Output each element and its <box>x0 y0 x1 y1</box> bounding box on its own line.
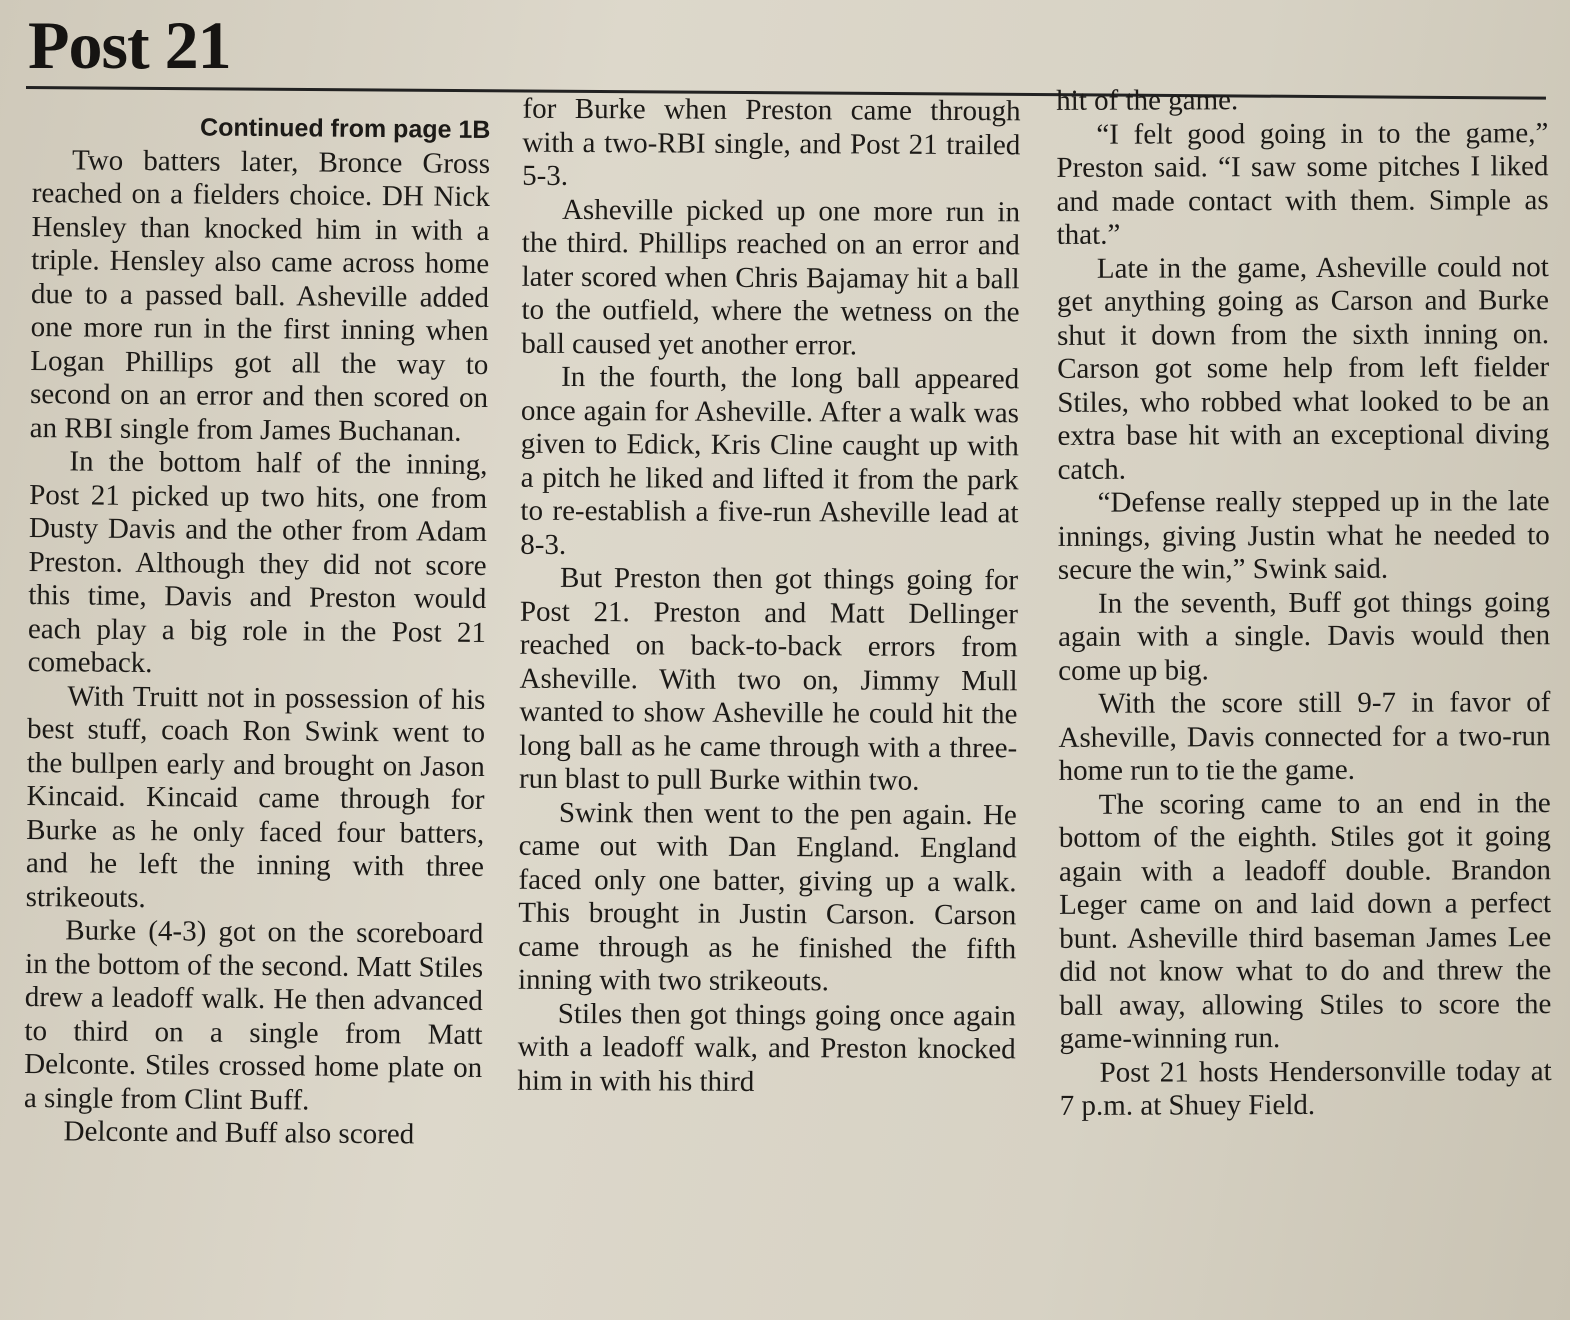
column-3 <box>1056 83 1552 1123</box>
paragraph: “Defense really stepped up in the late innings, giving Justin what he needed to secure the win,” Swink said. <box>1057 485 1550 586</box>
paragraph: “I felt good going in to the game,” Preston said. “I saw some pitches I liked and made contact with them. Simple as that.” <box>1056 116 1549 251</box>
paragraph: In the seventh, Buff got things going again with a single. Davis would then come up big. <box>1058 585 1551 687</box>
paragraph: But Preston then got things going for Post 21. Preston and Matt Dellinger reached on back-to-back errors from Asheville. With two on, Jimmy Mull wanted to show Asheville he could hit the long ball as he came through with a three-run blast to pull Burke within two. <box>518 561 1019 797</box>
paragraph: Post 21 hosts Hendersonville today at 7 p.m. at Shuey Field. <box>1059 1054 1552 1122</box>
paragraph: hit of the game. <box>1056 84 1239 117</box>
jump-line: Continued from page 1B <box>199 113 491 145</box>
paragraph: In the bottom half of the inning, Post 21 picked up two hits, one from Dusty Davis and the other from Adam Preston. Although they did not score this time, Davis and Preston would each play a big role in the Post 21 comeback. <box>27 445 488 680</box>
paragraph: Two batters later, Bronce Gross reached on a fielders choice. DH Nick Hensley than knocked him in with a triple. Hensley also came across home due to a passed ball. Asheville added one more run in the first inning when Logan Phillips got all the way to second on an error and then scored on an RBI single from James Buchanan. <box>29 143 491 448</box>
paragraph: Swink then went to the pen again. He came out with Dan England. England faced only one batter, giving up a walk. This brought in Justin Carson. Carson came through as he finished the fifth inning with two strikeouts. <box>517 796 1017 998</box>
paragraph: Burke (4-3) got on the scoreboard in the bottom of the second. Matt Stiles drew a leadoff walk. He then advanced to third on a single from Matt Delconte. Stiles crossed home plate on a single from Clint Buff. <box>23 914 484 1116</box>
paragraph: for Burke when Preston came through with a two-RBI single, and Post 21 trailed 5-3. <box>522 92 1021 192</box>
column-2 <box>517 93 1020 1101</box>
paragraph: The scoring came to an end in the bottom of the eighth. Stiles got it going again with a leadoff double. Brandon Leger came on and laid down a perfect bunt. Asheville third baseman James Lee did not know what to do and threw the ball away, allowing Stiles to score the game-winning run. <box>1058 786 1552 1055</box>
paragraph: In the fourth, the long ball appeared once again for Asheville. After a walk was given to Edick, Kris Cline caught up with a pitch he liked and lifted it from the park to re-establish a five-run Asheville lead at 8-3. <box>520 360 1020 561</box>
paragraph: Late in the game, Asheville could not get anything going as Carson and Burke shut it down from the sixth inning on. Carson got some help from left fielder Stiles, who robbed what looked to be an extra base hit with an exceptional diving catch. <box>1056 250 1550 486</box>
paragraph: With the score still 9-7 in favor of Asheville, Davis connected for a two-run home run to tie the game. <box>1058 686 1551 787</box>
paragraph: Delconte and Buff also scored <box>63 1115 415 1151</box>
column-1 <box>23 110 490 1152</box>
paragraph: Stiles then got things going once again with a leadoff walk, and Preston knocked him in with his third <box>517 997 1016 1098</box>
paragraph: With Truitt not in possession of his best stuff, coach Ron Swink went to the bullpen early and brought on Jason Kincaid. Kincaid came through for Burke as he only faced four batters, and he left the inning with three strikeouts. <box>25 679 486 914</box>
paragraph: Asheville picked up one more run in the third. Phillips reached on an error and later scored when Chris Bajamay hit a ball to the outfield, where the wetness on the ball caused yet another error. <box>521 193 1021 361</box>
headline: Post 21 <box>28 7 231 83</box>
